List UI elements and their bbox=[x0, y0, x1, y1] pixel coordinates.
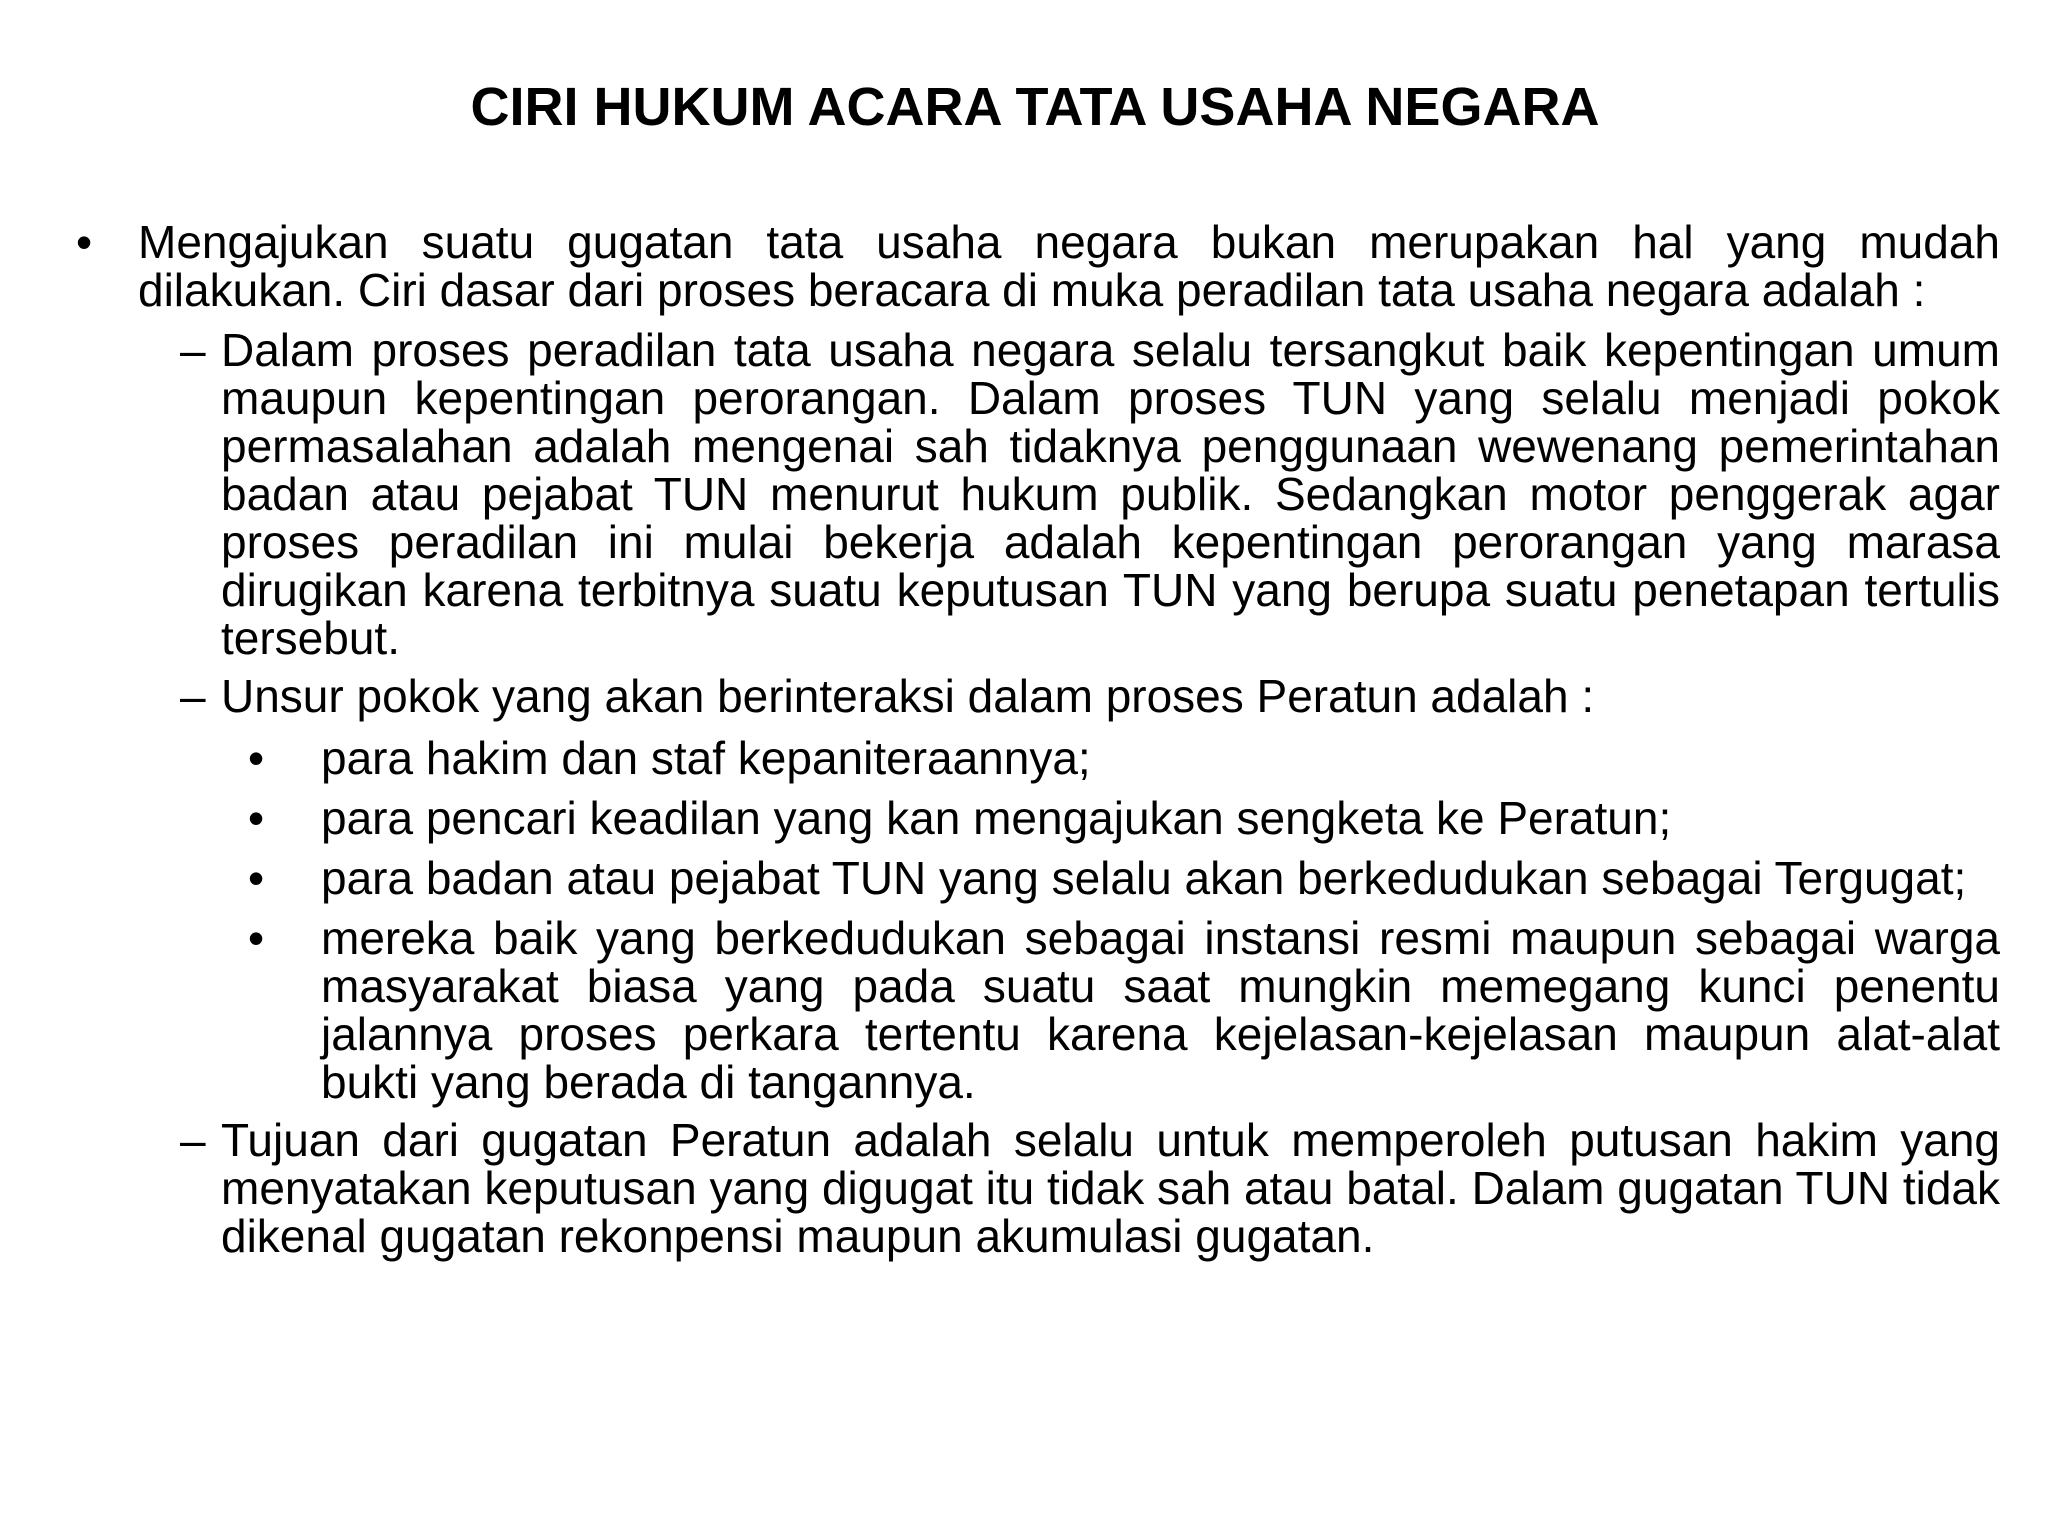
intro-text: Mengajukan suatu gugatan tata usaha negara bukan merupakan hal yang mudah dilakukan. Ciri dasar dari proses beracara di muka peradilan tata usaha negara adalah : bbox=[138, 216, 2000, 316]
point-text: Unsur pokok yang akan berinteraksi dalam proses Peratun adalah : bbox=[221, 670, 1595, 722]
point-text: Dalam proses peradilan tata usaha negara selalu tersangkut baik kepentingan umum maupun kepentingan perorangan. Dalam proses TUN yang selalu menjadi pokok permasalahan adalah mengenai sah tidaknya penggunaan wewenang pemerintahan badan atau pejabat TUN menurut hukum publik. Sedangkan motor penggerak agar proses peradilan ini mulai bekerja adalah kepentingan perorangan yang marasa dirugikan karena terbitnya suatu keputusan TUN yang berupa suatu penetapan tertulis tersebut. bbox=[221, 324, 2000, 664]
slide-title: CIRI HUKUM ACARA TATA USAHA NEGARA bbox=[470, 77, 1600, 137]
closing-text: Tujuan dari gugatan Peratun adalah selalu untuk memperoleh putusan hakim yang menyatakan keputusan yang digugat itu tidak sah atau batal. Dalam gugatan TUN tidak dikenal gugatan rekonpensi maupun akumulasi gugatan. bbox=[221, 1114, 2000, 1262]
subpoint-text: para pencari keadilan yang kan mengajukan sengketa ke Peratun; bbox=[321, 792, 1672, 844]
dash-icon: – bbox=[180, 1114, 206, 1166]
intro-bullet bbox=[70, 218, 2000, 314]
subpoint-bullet-item bbox=[248, 792, 2000, 844]
subpoint-bullet-item bbox=[248, 732, 2000, 784]
bullet-icon: • bbox=[248, 732, 265, 784]
bullet-icon: • bbox=[248, 912, 265, 964]
closing-dash-item bbox=[180, 1114, 2000, 1262]
bullet-icon: • bbox=[248, 792, 265, 844]
dash-icon: – bbox=[180, 670, 206, 722]
point-dash-item bbox=[180, 670, 2000, 722]
bullet-icon: • bbox=[76, 216, 93, 268]
subpoint-text: para hakim dan staf kepaniteraannya; bbox=[321, 732, 1091, 784]
point-dash-item bbox=[180, 324, 2000, 664]
subpoint-bullet-item bbox=[248, 912, 2000, 1108]
subpoint-bullet-item bbox=[248, 852, 2000, 904]
slide-content bbox=[70, 218, 2000, 1260]
bullet-icon: • bbox=[248, 852, 265, 904]
subpoint-text: mereka baik yang berkedudukan sebagai instansi resmi maupun sebagai warga masyarakat biasa yang pada suatu saat mungkin memegang kunci penentu jalannya proses perkara tertentu karena kejelasan-kejelasan maupun alat-alat bukti yang berada di tangannya. bbox=[321, 912, 2000, 1108]
subpoint-text: para badan atau pejabat TUN yang selalu akan berkedudukan sebagai Tergugat; bbox=[321, 852, 1967, 904]
dash-icon: – bbox=[180, 324, 206, 376]
